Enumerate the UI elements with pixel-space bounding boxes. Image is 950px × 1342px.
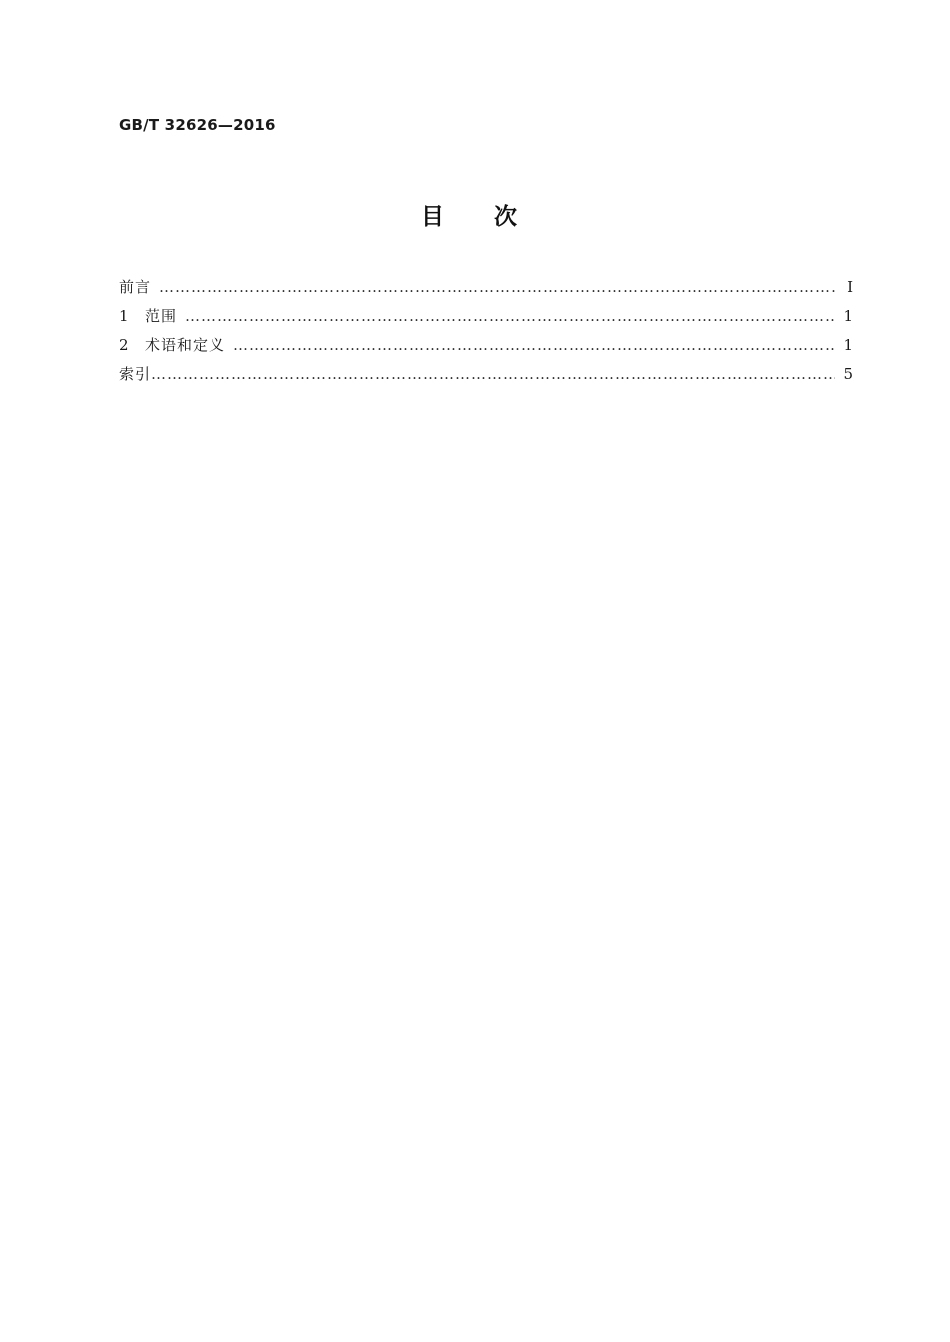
toc-entry-page: 1	[843, 307, 853, 325]
toc-entry-foreword[interactable]	[119, 276, 853, 305]
toc-leader-dots	[151, 365, 835, 383]
toc-entry-number: 1	[119, 307, 129, 325]
toc-entry-label: 前言	[119, 278, 152, 296]
page-title: 目次	[421, 204, 567, 230]
toc-entry-label: 术语和定义	[145, 336, 226, 354]
toc-entry-page: 5	[843, 365, 853, 383]
toc-entry-number: 2	[119, 336, 129, 354]
toc-entry-page: 1	[843, 336, 853, 354]
standard-code: GB/T 32626—2016	[119, 116, 276, 134]
toc-entry-scope[interactable]	[119, 305, 853, 334]
toc-entry-index[interactable]	[119, 363, 853, 392]
toc-leader-dots	[159, 278, 835, 296]
toc-entry-page: Ⅰ	[847, 278, 853, 296]
toc-entry-label: 范围	[145, 307, 178, 325]
toc-entry-label: 索引	[119, 365, 152, 383]
toc-leader-dots	[185, 307, 835, 325]
toc-leader-dots	[233, 336, 835, 354]
table-of-contents	[119, 276, 853, 392]
toc-entry-terms-and-definitions[interactable]	[119, 334, 853, 363]
